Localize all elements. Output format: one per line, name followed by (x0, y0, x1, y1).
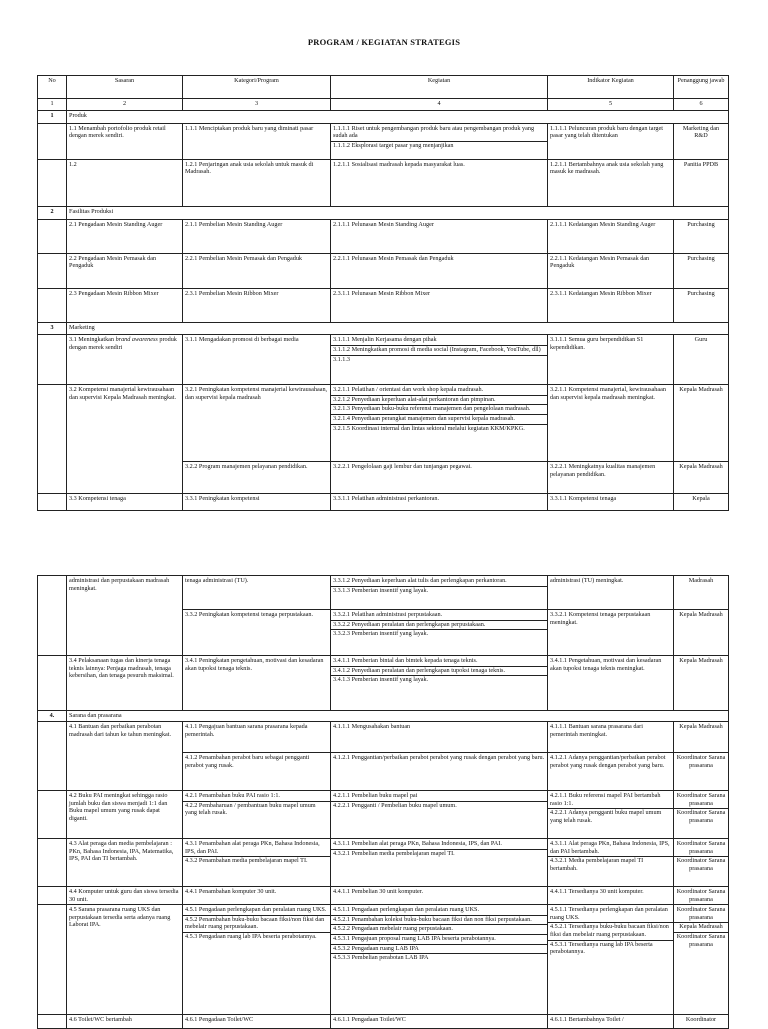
section-label: Marketing (67, 322, 729, 334)
table-row (38, 253, 729, 288)
section-row (38, 322, 729, 334)
kegiatan-item: 1.1.1.1 Riset untuk pengembangan produk baru atau pengembangan produk yang sudah ada (333, 124, 535, 140)
kegiatan-cell: 4.1.1.1 Mengusahakan bantuan (331, 722, 548, 753)
sasaran-text: 3.1 Meningkatkan (69, 336, 116, 344)
indikator-cell: 1.2.1.1 Bertambahnya anak usia sekolah yang masuk ke madrasah. (548, 159, 674, 207)
table-row (38, 722, 729, 753)
pj-cell: Marketing dan R&D (674, 123, 729, 159)
program-cell: 4.1.1 Pengajuan bantuan sarana prasarana kepada pemerintah. (183, 722, 331, 753)
kegiatan-item: 3.2.1.1 Pelatihan / orientasi dan work shop kepala madrasah. (333, 386, 484, 394)
section-row (38, 111, 729, 123)
program-cell: 2.2.1 Pembelian Mesin Pemasak dan Pengaduk (183, 253, 331, 288)
indikator-cell: 3.4.1.1 Pengetahuan, motivasi dan kesadaran akan tupoksi tenaga teknis meningkat. (548, 656, 674, 711)
section-number: 1 (38, 111, 67, 123)
col-number: 3 (183, 98, 331, 110)
sasaran-cell: 2.1 Pengadaan Mesin Standing Auger (67, 219, 183, 253)
sasaran-cell (67, 335, 183, 385)
col-header-program: Kategori/Program (183, 76, 331, 99)
table-row (38, 905, 729, 1015)
kegiatan-item: 3.2.1.3 Penyediaan buku-buku referensi manajemen dan pengelolaan madrasah. (331, 404, 547, 413)
kegiatan-item: 3.2.1.2 Penyediaan keperluan alat-alat perkantoran dan pimpinan. (331, 395, 547, 404)
program-item: 4.5.2 Penambahan buku-buku bacaan fiksi/non fiksi dan mebelair ruang perpustakaan. (183, 915, 330, 931)
table-row (38, 288, 729, 322)
sasaran-cell: 4.5 Sarana prasarana ruang UKS dan perpustakaan tersedia serta adanya ruang Laborat IPA. (67, 905, 183, 1015)
sasaran-cell: 1.1 Menambah portofolio produk retail dengan merek sendiri. (67, 123, 183, 159)
pj-cell: Kepala (674, 493, 729, 510)
table-row (38, 493, 729, 510)
kegiatan-item: 3.3.2.3 Pemberian insentif yang layak. (331, 629, 547, 638)
section-label: Sarana dan prasarana (67, 711, 729, 722)
pj-cell: Koordinator (674, 1015, 729, 1029)
sasaran-cell: 3.3 Kompetensi tenaga (67, 493, 183, 510)
col-header-indikator: Indikator Kegiatan (548, 76, 674, 99)
kegiatan-cell: 2.1.1.1 Pelunasan Mesin Standing Auger (331, 219, 548, 253)
pj-cell: Kepala Madrasah (674, 462, 729, 494)
kegiatan-cell: 3.2.2.1 Pengelolaan gaji lembur dan tunjangan pegawai. (331, 462, 548, 494)
pj-item: Koordinator Sarana prasarana (674, 932, 728, 948)
table-row (38, 576, 729, 610)
pj-item: Kepala Madrasah (674, 922, 728, 931)
program-item: 4.5.1 Pengadaan perlengkapan dan peralatan ruang UKS. (185, 906, 327, 914)
sasaran-cell: 4.6 Toilet/WC bertambah (67, 1015, 183, 1029)
col-header-pj: Penanggung jawab (674, 76, 729, 99)
program-cell: 4.6.1 Pengadaan Toilet/WC (183, 1015, 331, 1029)
table-row (38, 656, 729, 711)
kegiatan-item: 4.5.2.2 Pengadaan mebelair ruang perpustakaan. (331, 924, 547, 933)
table-row (38, 887, 729, 905)
indikator-cell: 2.2.1.1 Kedatangan Mesin Pemasak dan Pengaduk (548, 253, 674, 288)
col-number: 2 (67, 98, 183, 110)
kegiatan-item: 4.5.2.1 Penambahan koleksi buku-buku bacaan fiksi dan non fiksi perpustakaan. (331, 915, 547, 924)
program-cell: 1.1.1 Menciptakan produk baru yang diminati pasar (183, 123, 331, 159)
col-number: 5 (548, 98, 674, 110)
indikator-cell: 2.1.1.1 Kedatangan Mesin Standing Auger (548, 219, 674, 253)
indikator-cell: 3.2.2.1 Meningkatnya kualitas manajemen pelayanan pendidikan. (548, 462, 674, 494)
kegiatan-item: 3.1.1.2 Meningkatkan promosi di media social (Instagram, Facebook, YouTube, dll) (331, 345, 547, 354)
indikator-cell: 3.3.1.1 Kompetensi tenaga (548, 493, 674, 510)
pj-cell: Purchasing (674, 288, 729, 322)
sasaran-cell: 4.4 Komputer untuk guru dan siswa tersedia 30 unit. (67, 887, 183, 905)
table-row (38, 1015, 729, 1029)
program-cell: 4.1.2 Penambahan perabot baru sebagai pengganti perabot yang rusak. (183, 753, 331, 791)
kegiatan-item: 3.3.2.2 Penyediaan peralatan dan perlengkapan perpustakaan. (331, 620, 547, 629)
program-cell: 3.3.2 Peningkatan kompetensi tenaga perpustakaan. (183, 610, 331, 656)
section-number: 3 (38, 322, 67, 334)
section-row (38, 207, 729, 219)
program-cell: 2.1.1 Pembelian Mesin Standing Auger (183, 219, 331, 253)
kegiatan-item: 3.4.1.1 Pemberian bintal dan bimtek kepada tenaga teknis. (333, 657, 478, 664)
col-number: 1 (38, 98, 67, 110)
kegiatan-item: 4.2.1.1 Pembelian buku mapel pai (333, 792, 418, 799)
pj-cell: Panitia PPDB (674, 159, 729, 207)
program-cell: 3.4.1 Peningkatan pengetahuan, motivasi dan kesadaran akan tupoksi tenaga teknis. (183, 656, 331, 711)
pj-cell: Koordinator Sarana prasarana (674, 887, 729, 905)
kegiatan-item: 4.3.2.1 Pembelian media pembelajaran mapel TI. (331, 849, 547, 858)
program-cell: 3.2.1 Peningkatan kompetensi manajerial kewirausahaan, dan supervisi kepala madrasah (183, 385, 331, 462)
kegiatan-cell: 3.3.1.1 Pelatihan administrasi perkantoran. (331, 493, 548, 510)
indikator-cell: 4.1.1.1 Bantuan sarana prasarana dari pemerintah meningkat. (548, 722, 674, 753)
strategy-table-page-2 (37, 575, 729, 1029)
section-row (38, 711, 729, 722)
indikator-item: 4.5.2.1 Tersedianya buku-buku bacaan fiksi/non fiksi dan mebelair ruang perpustakaan. (548, 922, 673, 938)
indikator-cell: 1.1.1.1 Peluncuran produk baru dengan target pasar yang telah ditentukan (548, 123, 674, 159)
kegiatan-item: 4.5.3.3 Pembelian perabotan LAB IPA (331, 953, 547, 962)
col-number: 4 (331, 98, 548, 110)
pj-cell: Guru (674, 335, 729, 385)
sasaran-cell: 4.3 Alat peraga dan media pembelajaran : PKn, Bahasa Indonesia, IPA, Matematika, IPS, PAI dan TI bertambah. (67, 839, 183, 887)
program-item: 4.3.1 Penambahan alat peraga PKn, Bahasa Indonesia, IPS, dan PAI. (185, 840, 320, 855)
kegiatan-item: 4.5.3.2 Pengadaan ruang LAB IPA (331, 944, 547, 953)
indikator-cell: 2.3.1.1 Kedatangan Mesin Ribbon Mixer (548, 288, 674, 322)
section-label: Fasilitas Produksi (67, 207, 729, 219)
kegiatan-item: 3.3.1.3 Pemberian insentif yang layak. (331, 586, 547, 595)
sasaran-italic: brand awareness (115, 336, 158, 344)
program-item: 4.2.2 Pembaharuan / pembantuan buku mapel umum yang telah rusak. (183, 801, 330, 817)
kegiatan-item: 3.3.2.1 Pelatihan administrasi perpustakaan. (333, 611, 443, 618)
kegiatan-cell: 4.1.2.1 Penggantian/perbaikan perabot perabot yang rusak dengan perabot yang baru. (331, 753, 548, 791)
indikator-item: 4.3.2.1 Media pembelajaran mapel TI bertambah. (548, 856, 673, 872)
sasaran-cell: 4.2 Buku PAI meningkat sehingga rasio jumlah buku dan siswa menjadi 1:1 dan Buku mapel umum yang rusak dapat diganti. (67, 791, 183, 839)
kegiatan-cell: 1.2.1.1 Sosialisasi madrasah kepada masyarakat luas. (331, 159, 548, 207)
program-item: 4.3.2 Penambahan media pembelajaran mapel TI. (183, 856, 330, 865)
kegiatan-item: 3.1.1.1 Menjalin Kerjasama dengan pihak (333, 336, 437, 344)
kegiatan-item: 4.5.1.1 Pengadaan perlengkapan dan peralatan ruang UKS. (333, 906, 480, 914)
program-item: 4.5.3 Pengadaan ruang lab IPA beserta perabotannya. (183, 932, 330, 941)
indikator-cell: administrasi (TU) meningkat. (548, 576, 674, 610)
table-row (38, 335, 729, 385)
col-header-sasaran: Sasaran (67, 76, 183, 99)
indikator-cell: 3.2.1.1 Kompetensi manajerial, kewirausahaan dan supervisi kepala madrasah meningkat. (548, 385, 674, 462)
sasaran-cell: 3.4 Pelaksanaan tugas dan kinerja tenaga teknis lainnya: Penjaga madrasah, tenaga kebersihan, dan tenaga pesuruh maksimal. (67, 656, 183, 711)
pj-item: Koordinator Sarana prasarana (674, 808, 728, 824)
table-row (38, 219, 729, 253)
pj-cell: Koordinator Sarana prasarana (674, 753, 729, 791)
col-header-kegiatan: Kegiatan (331, 76, 548, 99)
pj-item: Koordinator Sarana prasarana (674, 856, 728, 872)
program-cell: 3.2.2 Program manajemen pelayanan pendidikan. (183, 462, 331, 494)
program-cell: 3.1.1 Mengadakan promosi di berbagai media (183, 335, 331, 385)
kegiatan-cell: 2.2.1.1 Pelunasan Mesin Pemasak dan Pengaduk (331, 253, 548, 288)
col-number: 6 (674, 98, 729, 110)
pj-cell: Madrasah (674, 576, 729, 610)
pj-item: Koordinator Sarana prasarana (676, 792, 726, 807)
indikator-cell: 4.6.1.1 Bertambahnya Toilet / (548, 1015, 674, 1029)
page-title: PROGRAM / KEGIATAN STRATEGIS (307, 37, 461, 47)
kegiatan-item: 1.1.1.2 Eksplorasi target pasar yang menjanjikan (331, 141, 547, 150)
kegiatan-item: 3.4.1.3 Pemberian insentif yang layak. (331, 675, 547, 684)
table-row (38, 123, 729, 159)
pj-item: Koordinator Sarana prasarana (676, 840, 726, 855)
section-number: 2 (38, 207, 67, 219)
pj-cell: Kepala Madrasah (674, 610, 729, 656)
program-cell: 3.3.1 Peningkatan kompetensi (183, 493, 331, 510)
program-cell: 1.2.1 Penjaringan anak usia sekolah untuk masuk di Madrasah. (183, 159, 331, 207)
kegiatan-item: 4.2.2.1 Pengganti / Pembelian buku mapel umum. (331, 801, 547, 810)
table-row (38, 385, 729, 462)
indikator-item: 4.2.2.1 Adanya pengganti buku mapel umum yang telah rusak. (548, 808, 673, 824)
strategy-table-page-1 (37, 75, 729, 511)
kegiatan-item: 3.2.1.4 Penyediaan perangkat manajemen dan supervisi kepala madrasah. (331, 414, 547, 423)
pj-cell: Kepala Madrasah (674, 656, 729, 711)
sasaran-cell: 3.2 Kompetensi manajerial kewirausahaan dan supervisi Kepala Madrasah meningkat. (67, 385, 183, 494)
indikator-item: 4.5.3.1 Tersedianya ruang lab IPA beserta perabotannya. (548, 940, 673, 956)
table-row (38, 839, 729, 887)
pj-item: Koordinator Sarana prasarana (676, 906, 726, 921)
indikator-cell: 3.1.1.1 Semua guru berpendidikan S1 kependidikan. (548, 335, 674, 385)
col-header-no: No (38, 76, 67, 99)
sasaran-cell: 2.2 Pengadaan Mesin Pemasak dan Pengaduk (67, 253, 183, 288)
sasaran-cell: 4.1 Bantuan dan perbaikan perabotan madrasah dari tahun ke tahun meningkat. (67, 722, 183, 791)
indikator-item: 4.2.1.1 Buku referensi mapel PAI bertambah rasio 1:1. (550, 792, 661, 807)
section-label: Produk (67, 111, 729, 123)
kegiatan-item: 4.3.1.1 Pembelian alat peraga PKn, Bahasa Indonesia, IPS, dan PAI. (333, 840, 502, 847)
table-row (38, 159, 729, 207)
kegiatan-item: 3.3.1.2 Penyediaan keperluan alat tulis dan perlengkapan perkantoran. (333, 577, 507, 584)
kegiatan-item: 3.2.1.5 Koordinasi internal dan lintas sektoral melalui kegiatan KKM/KPKG. (331, 424, 547, 433)
indikator-item: 4.5.1.1 Tersedianya perlengkapan dan peralatan ruang UKS. (550, 906, 668, 921)
section-number: 4. (38, 711, 67, 722)
sasaran-cell: 2.3 Pengadaan Mesin Ribbon Mixer (67, 288, 183, 322)
program-cell: tenaga administrasi (TU). (183, 576, 331, 610)
table-row (38, 791, 729, 839)
program-item: 4.2.1 Penambahan buku PAI rasio 1:1. (185, 792, 280, 799)
pj-cell: Purchasing (674, 253, 729, 288)
kegiatan-cell: 4.4.1.1 Pembelian 30 unit komputer. (331, 887, 548, 905)
kegiatan-cell: 4.6.1.1 Pengadaan Toilet/WC (331, 1015, 548, 1029)
program-cell: 4.4.1 Penambahan komputer 30 unit. (183, 887, 331, 905)
indikator-cell: 4.4.1.1 Tersedianya 30 unit komputer. (548, 887, 674, 905)
indikator-cell: 3.3.2.1 Kompetensi tenaga perpustakaan meningkat. (548, 610, 674, 656)
kegiatan-item: 4.5.3.1 Pengajuan proposal ruang LAB IPA beserta perabotannya. (331, 934, 547, 943)
pj-cell: Purchasing (674, 219, 729, 253)
indikator-cell: 4.1.2.1 Adanya penggantian/perbaikan perabot perabot yang rusak dengan perabot yang baru. (548, 753, 674, 791)
indikator-item: 4.3.1.1 Alat peraga PKn, Bahasa Indonesia, IPS, dan PAI bertambah. (550, 840, 670, 855)
kegiatan-item: 3.1.1.3 (331, 355, 547, 364)
sasaran-cell: administrasi dan perpustakaan madrasah meningkat. (67, 576, 183, 656)
kegiatan-cell: 2.3.1.1 Pelunasan Mesin Ribbon Mixer (331, 288, 548, 322)
sasaran-text: produk dengan merek sendiri (69, 336, 177, 351)
sasaran-cell: 1.2 (67, 159, 183, 207)
kegiatan-item: 3.4.1.2 Penyediaan peralatan dan perlengkapan tupoksi tenaga teknis. (331, 666, 547, 675)
program-cell: 2.3.1 Pembelian Mesin Ribbon Mixer (183, 288, 331, 322)
pj-cell: Kepala Madrasah (674, 722, 729, 753)
pj-cell: Kepala Madrasah (674, 385, 729, 462)
